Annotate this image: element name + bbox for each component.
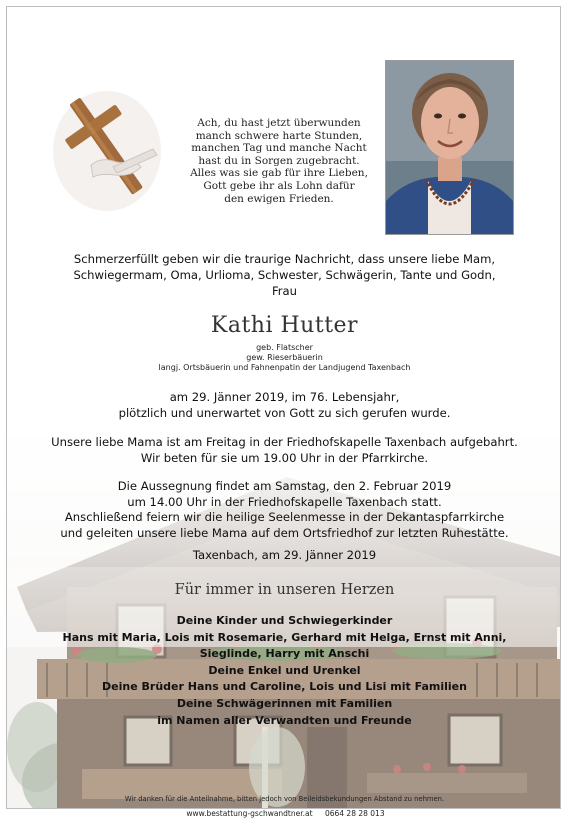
poem	[178, 117, 380, 205]
wake-line: Wir beten für sie um 19.00 Uhr in der Pfarrkirche.	[140, 450, 429, 465]
deceased-name: Kathi Hutter	[210, 313, 359, 338]
portrait-photo	[385, 60, 514, 235]
intro-line: Frau	[271, 284, 298, 299]
poem-line: Ach, du hast jetzt überwunden	[197, 117, 361, 129]
poem-line: den ewigen Frieden.	[224, 192, 334, 205]
place-date: Taxenbach, am 29. Jänner 2019	[192, 548, 377, 562]
funeral-line: und geleiten unsere liebe Mama auf dem Ortsfriedhof zur letzten Ruhestätte.	[60, 525, 509, 540]
death-announcement	[7, 390, 561, 421]
mourner-line: Deine Enkel und Urenkel	[208, 663, 361, 677]
intro-line: Schmerzerfüllt geben wir die traurige Nachricht, dass unsere liebe Mam,	[73, 252, 496, 266]
forever-heading: Für immer in unseren Herzen	[174, 582, 395, 598]
funeral-line: Anschließend feiern wir die heilige Seelenmesse in der Dekantaspfarrkirche	[64, 510, 505, 525]
mourner-line: Sieglinde, Harry mit Anschi	[199, 647, 370, 661]
intro-line: Schwiegermam, Oma, Urlioma, Schwester, Schwägerin, Tante und Godn,	[73, 268, 496, 283]
poem-line: Gott gebe ihr als Lohn dafür	[203, 179, 355, 192]
footer-website[interactable]: www.bestattung-gschwandtner.at	[186, 809, 313, 818]
former-role: gew. Rieserbäuerin	[246, 353, 323, 362]
poem-line: hast du in Sorgen zugebracht.	[198, 154, 360, 167]
wake-line: Unsere liebe Mama ist am Freitag in der Friedhofskapelle Taxenbach aufgebahrt.	[51, 435, 518, 449]
funeral-info	[7, 479, 561, 541]
death-line: plötzlich und unerwartet von Gott zu sich gerufen wurde.	[118, 405, 451, 420]
poem-line: manchen Tag und manche Nacht	[191, 142, 367, 155]
footer-phone: 0664 28 28 013	[324, 809, 385, 818]
mourner-line: Hans mit Maria, Lois mit Rosemarie, Gerhard mit Helga, Ernst mit Anni,	[62, 630, 507, 644]
intro-text	[7, 251, 561, 300]
thanks-note: Wir danken für die Anteilnahme, bitten jedoch von Beileidsbekundungen Abstand zu nehmen.	[124, 795, 445, 803]
mourners-list	[7, 613, 561, 729]
birth-name: geb. Flatscher	[256, 343, 313, 352]
mourner-line: Deine Schwägerinnen mit Familien	[176, 696, 393, 710]
death-line: am 29. Jänner 2019, im 76. Lebensjahr,	[169, 390, 400, 404]
mourner-line: Deine Kinder und Schwiegerkinder	[176, 614, 393, 627]
mourner-line: Deine Brüder Hans und Caroline, Lois und Lisi mit Familien	[102, 680, 467, 694]
obituary-card	[6, 6, 561, 809]
poem-line: manch schwere harte Stunden,	[195, 129, 363, 142]
honorary-role: langj. Ortsbäuerin und Fahnenpatin der Landjugend Taxenbach	[158, 363, 411, 372]
mourner-line: im Namen aller Verwandten und Freunde	[157, 713, 412, 727]
footer	[0, 809, 571, 818]
funeral-line: um 14.00 Uhr in der Friedhofskapelle Taxenbach statt.	[127, 494, 442, 509]
funeral-line: Die Aussegnung findet am Samstag, den 2. Februar 2019	[117, 479, 452, 493]
cross-with-hand-illustration	[51, 85, 163, 215]
poem-line: Alles was sie gab für ihre Lieben,	[190, 167, 368, 180]
wake-info	[7, 435, 561, 466]
